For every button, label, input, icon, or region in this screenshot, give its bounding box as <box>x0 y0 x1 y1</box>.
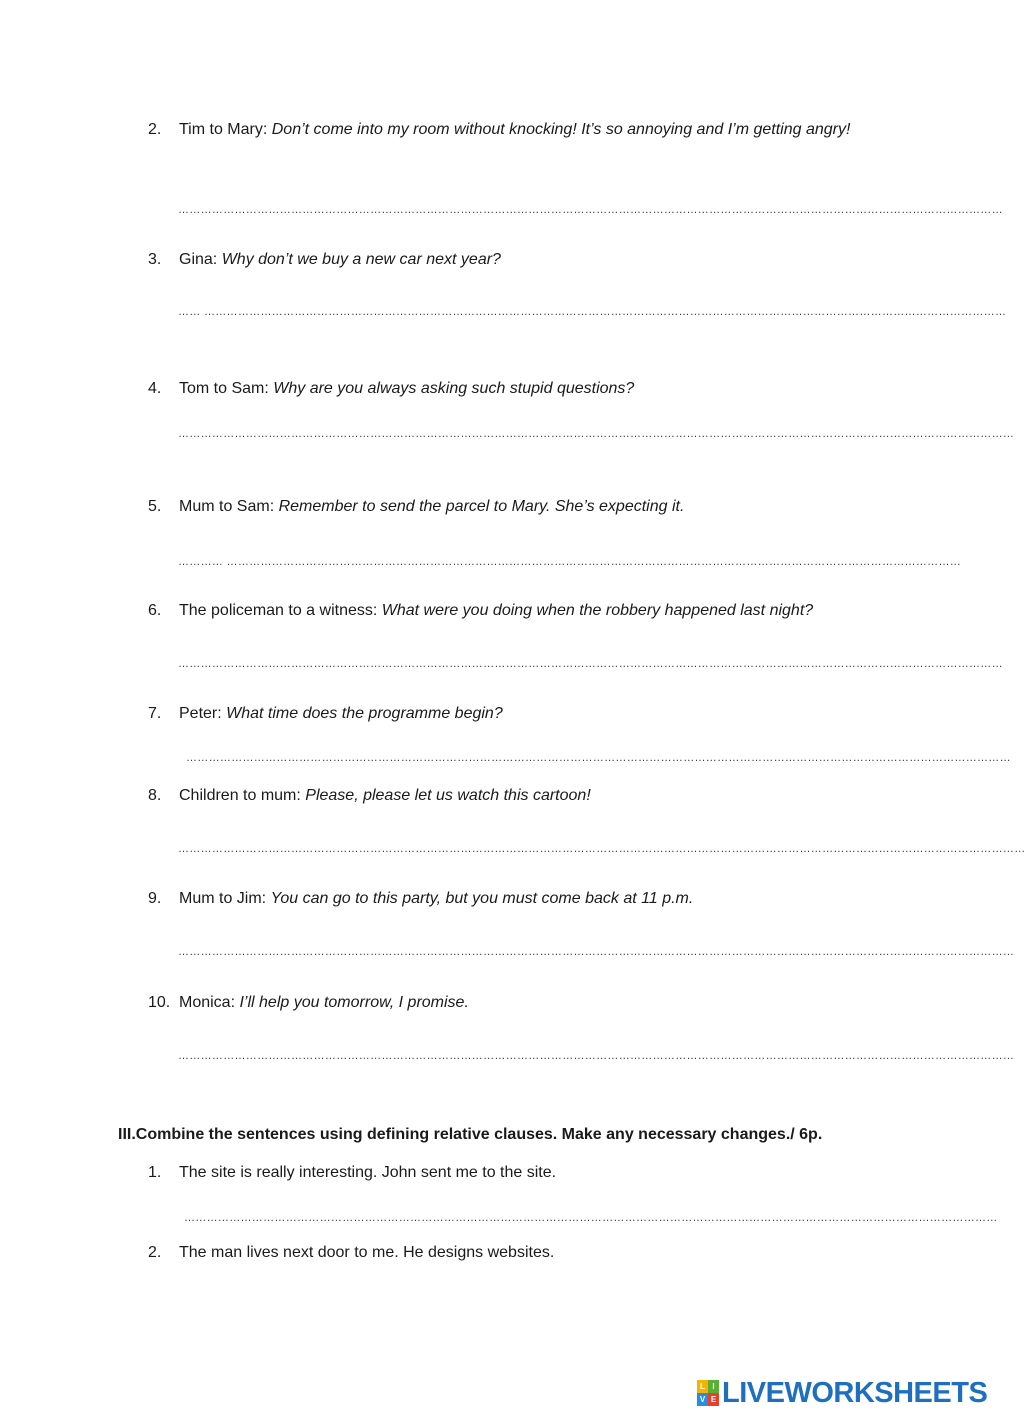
reported-speech-item-3 <box>148 247 868 273</box>
answer-line[interactable]: ………………………………………………………………………………………………………………………………………………………………………………………………… <box>186 752 1011 764</box>
item-quote: Please, please let us watch this cartoon! <box>305 787 591 804</box>
item-number: 7. <box>148 705 162 722</box>
liveworksheets-logo <box>697 1378 987 1408</box>
item-speaker: The policeman to a witness: <box>179 602 382 619</box>
item-text <box>179 783 868 809</box>
logo-tile-v: V <box>697 1393 708 1406</box>
item-speaker: Tom to Sam: <box>179 380 274 397</box>
answer-line[interactable]: …………………………………………………………………………………………………………………………………………………………………………………………………… <box>178 946 1015 958</box>
answer-line[interactable]: ……………………………………………………………………………………………………………………………………………………………………………………………… <box>184 1212 998 1224</box>
reported-speech-item-9 <box>148 886 868 912</box>
item-text <box>179 886 868 912</box>
answer-line[interactable]: …………………………………………………………………………………………………………………………………………………………………………………………………… <box>178 1050 1015 1062</box>
item-quote: I’ll help you tomorrow, I promise. <box>239 994 469 1011</box>
answer-line[interactable]: …… …………………………………………………………………………………………………………………………………………………………………………………………… <box>178 306 1007 318</box>
item-speaker: Mum to Sam: <box>179 498 279 515</box>
item-number: 3. <box>148 251 162 268</box>
item-text: The man lives next door to me. He designs websites. <box>179 1244 555 1261</box>
item-number: 6. <box>148 602 162 619</box>
item-text <box>179 701 868 727</box>
relative-clause-item-1 <box>148 1160 868 1186</box>
item-number: 9. <box>148 890 162 907</box>
item-text <box>179 990 868 1016</box>
liveworksheets-mark-icon <box>697 1380 719 1406</box>
item-quote: Why are you always asking such stupid questions? <box>273 380 635 397</box>
reported-speech-item-5 <box>148 494 868 520</box>
item-quote: Don’t come into my room without knocking! It’s so annoying and I’m getting angry! <box>271 121 851 138</box>
reported-speech-item-4 <box>148 376 868 402</box>
item-speaker: Gina: <box>179 251 222 268</box>
reported-speech-item-8 <box>148 783 868 809</box>
item-speaker: Mum to Jim: <box>179 890 271 907</box>
relative-clause-item-2 <box>148 1240 868 1266</box>
item-speaker: Monica: <box>179 994 240 1011</box>
item-number: 2. <box>148 121 162 138</box>
item-quote: Why don’t we buy a new car next year? <box>221 251 501 268</box>
item-text <box>179 117 868 143</box>
item-speaker: Tim to Mary: <box>179 121 272 138</box>
item-quote: Remember to send the parcel to Mary. She’s expecting it. <box>278 498 685 515</box>
item-quote: What were you doing when the robbery happened last night? <box>381 602 814 619</box>
logo-tile-l: L <box>697 1380 708 1393</box>
item-text <box>179 376 868 402</box>
answer-line[interactable]: ………………………………………………………………………………………………………………………………………………………………………………………………… <box>178 204 1003 216</box>
answer-line[interactable]: ………………………………………………………………………………………………………………………………………………………………………………………………… <box>178 658 1003 670</box>
reported-speech-item-6 <box>148 598 868 624</box>
logo-tile-e: E <box>708 1393 719 1406</box>
item-number: 5. <box>148 498 162 515</box>
answer-line[interactable]: ……………………………………………………………………………………………………………………………………………………………………………………………………… <box>178 843 1026 855</box>
item-number: 10. <box>148 994 171 1011</box>
item-speaker: Children to mum: <box>179 787 306 804</box>
item-text <box>179 494 868 520</box>
logo-tile-i: I <box>708 1380 719 1393</box>
item-text <box>179 247 868 273</box>
item-text <box>179 598 868 624</box>
item-quote: What time does the programme begin? <box>226 705 503 722</box>
reported-speech-item-2 <box>148 117 868 143</box>
reported-speech-item-10 <box>148 990 868 1016</box>
answer-line[interactable]: ………… …………………………………………………………………………………………………………………………………………………………………………… <box>178 556 962 568</box>
item-number: 8. <box>148 787 162 804</box>
reported-speech-item-7 <box>148 701 868 727</box>
answer-line[interactable]: …………………………………………………………………………………………………………………………………………………………………………………………………… <box>178 428 1015 440</box>
brand-name: LIVEWORKSHEETS <box>722 1377 988 1409</box>
item-number: 4. <box>148 380 162 397</box>
item-speaker: Peter: <box>179 705 227 722</box>
item-number: 2. <box>148 1244 162 1261</box>
item-text: The site is really interesting. John sent me to the site. <box>179 1164 557 1181</box>
item-number: 1. <box>148 1164 162 1181</box>
item-quote: You can go to this party, but you must come back at 11 p.m. <box>270 890 694 907</box>
section-heading: III.Combine the sentences using defining relative clauses. Make any necessary changes./ 6p. <box>118 1126 823 1143</box>
